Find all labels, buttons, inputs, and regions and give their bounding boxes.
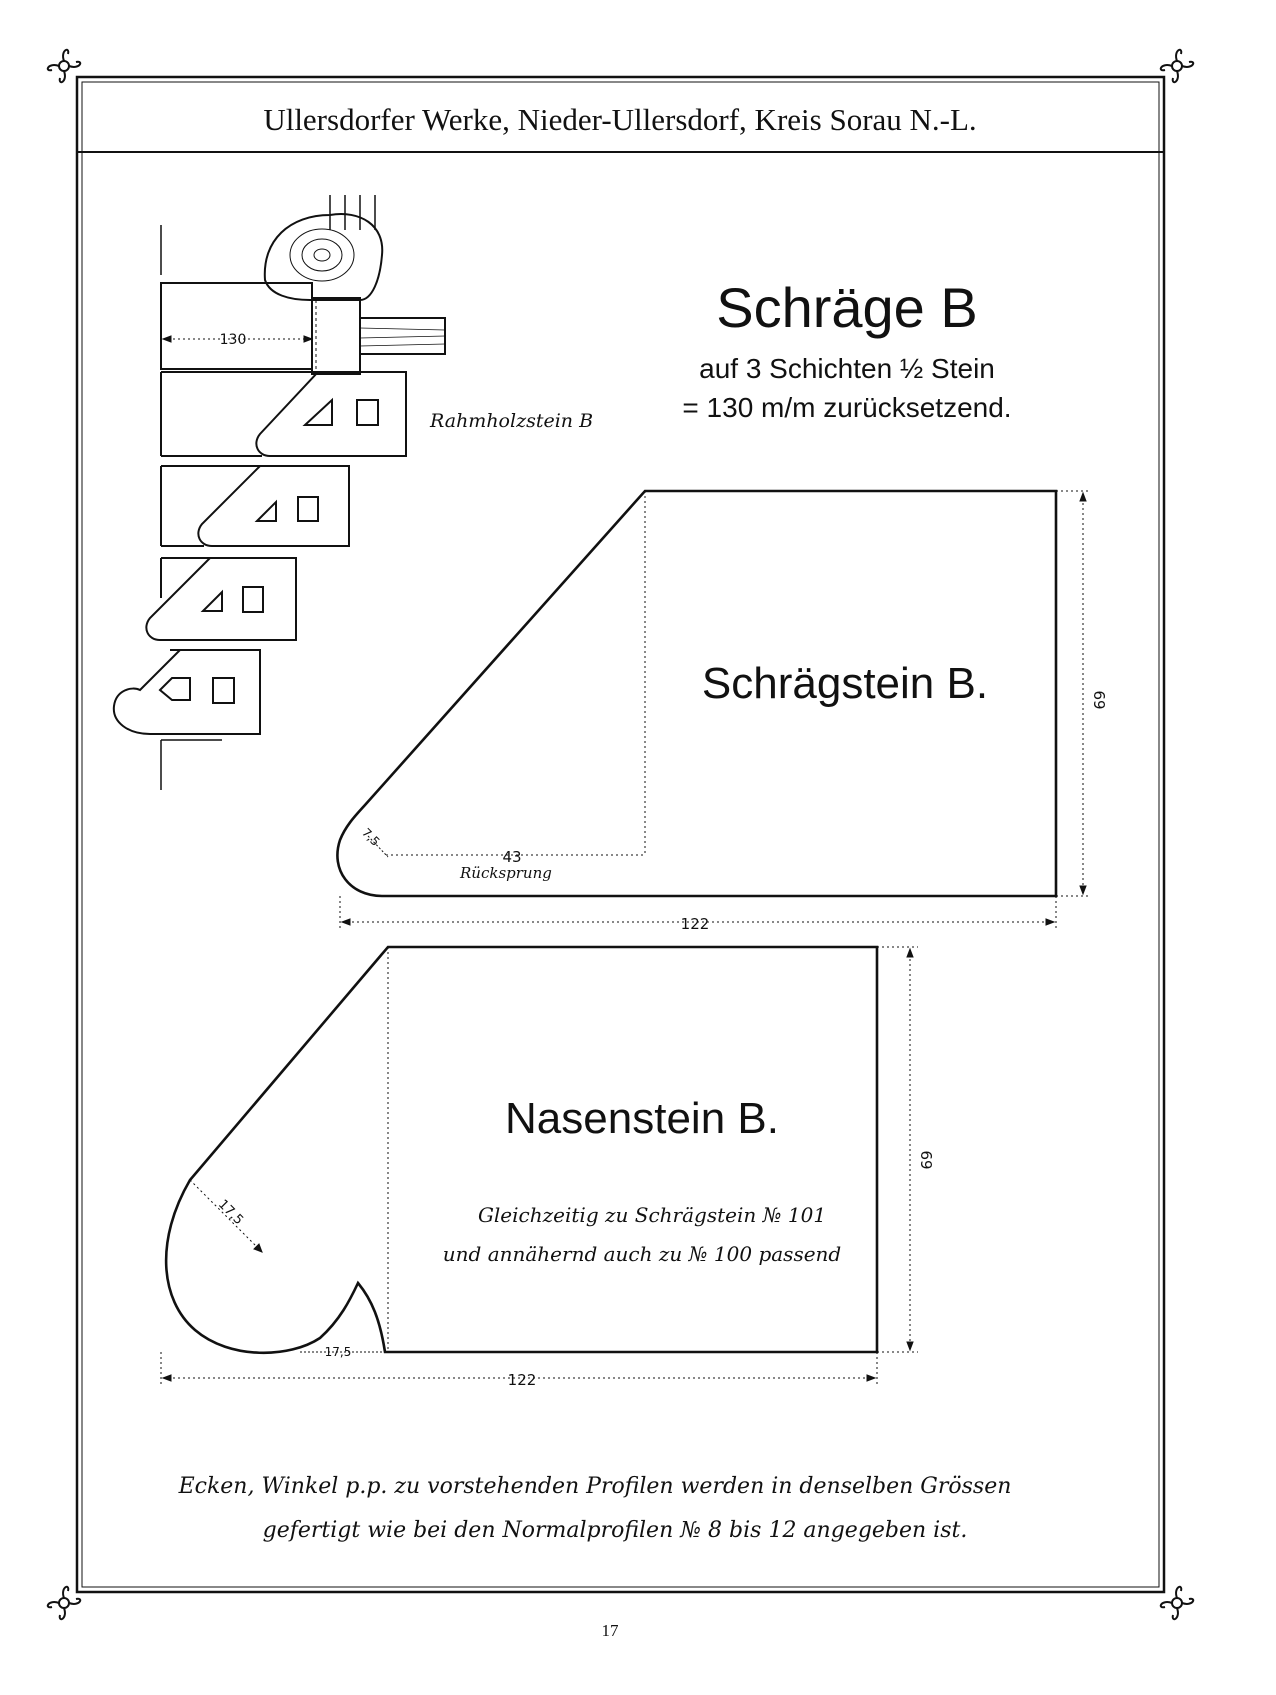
sketch-caption: Rahmholzstein B — [430, 410, 594, 432]
nasenstein-dim-radius: 17,5 — [214, 1196, 247, 1229]
schraegstein-dim-radius: 7,5 — [359, 825, 383, 849]
schraegstein-dim-width: 122 — [680, 915, 710, 933]
nasenstein-dim-bottom: 17,5 — [324, 1345, 352, 1359]
schraegstein-name: Schrägstein B. — [701, 659, 989, 708]
schraegstein-dim-recess: 43 — [502, 848, 522, 866]
main-title: Schräge B — [716, 276, 978, 339]
nasenstein-note-1: Gleichzeitig zu Schrägstein № 101 — [477, 1203, 827, 1227]
nasenstein-dim-width: 122 — [507, 1371, 537, 1389]
wall-section-sketch — [114, 195, 445, 790]
schraegstein-dim-height: 69 — [1090, 690, 1108, 710]
corner-ornament-icon — [48, 50, 1193, 1619]
nasenstein-profile — [161, 947, 918, 1384]
footer-note-2: gefertigt wie bei den Normalprofilen № 8 bis 12 angegeben ist. — [262, 1518, 968, 1543]
page-frame — [77, 77, 1164, 1592]
schraegstein-profile — [337, 491, 1090, 930]
nasenstein-dim-height: 69 — [917, 1150, 935, 1170]
page-number: 17 — [601, 1621, 619, 1640]
schraegstein-recess-label: Rücksprung — [460, 864, 552, 882]
title-subline-2: = 130 m/m zurücksetzend. — [682, 392, 1012, 423]
company-header: Ullersdorfer Werke, Nieder-Ullersdorf, Kreis Sorau N.-L. — [263, 102, 977, 137]
nasenstein-name: Nasenstein B. — [505, 1094, 779, 1143]
footer-note-1: Ecken, Winkel p.p. zu vorstehenden Profilen werden in denselben Grössen — [178, 1474, 1012, 1499]
title-subline-1: auf 3 Schichten ½ Stein — [699, 353, 995, 384]
sketch-dim-label: 130 — [219, 332, 247, 348]
nasenstein-note-2: und annähernd auch zu № 100 passend — [442, 1242, 842, 1266]
